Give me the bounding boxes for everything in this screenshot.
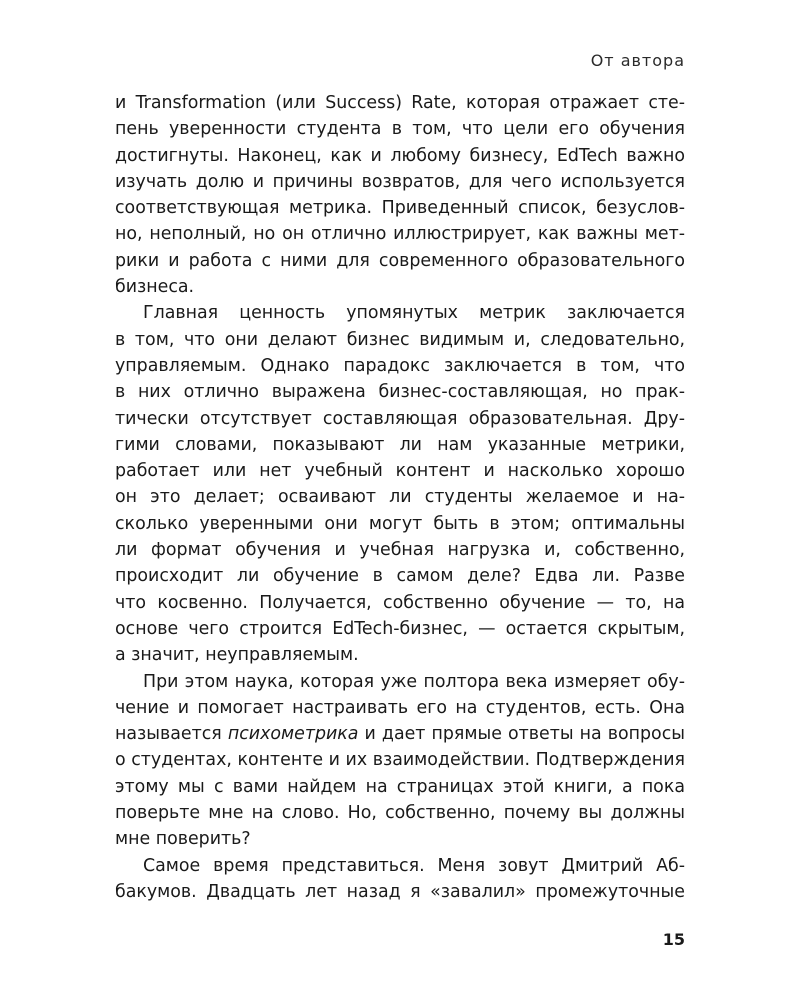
text-line: ли формат обучения и учебная нагрузка и, собственно, — [115, 540, 685, 561]
text-fragment: и дает прямые ответы на вопросы — [364, 724, 685, 745]
text-line: Главная ценность упомянутых метрик заключается — [143, 303, 685, 324]
text-line: соответствующая метрика. Приведенный список, безуслов- — [115, 198, 685, 219]
text-line: сколько уверенными они могут быть в этом; оптимальны — [115, 513, 685, 534]
emphasized-term: психометрика — [227, 724, 359, 745]
text-line: бакумов. Двадцать лет назад я «завалил» промежуточные — [115, 881, 685, 902]
text-line: но, неполный, но он отлично иллюстрирует, как важны мет- — [115, 224, 685, 245]
page-number: 15 — [662, 930, 685, 949]
text-line: бизнеса. — [115, 277, 195, 298]
text-fragment: называется — [115, 724, 222, 745]
text-line: в них отлично выражена бизнес-составляющая, но прак- — [115, 382, 685, 403]
text-line: пень уверенности студента в том, что цели его обучения — [115, 119, 685, 140]
text-line: а значит, неуправляемым. — [115, 645, 359, 666]
text-line: достигнуты. Наконец, как и любому бизнесу, EdTech важно — [115, 145, 685, 166]
text-line: тически отсутствует составляющая образовательная. Дру- — [115, 408, 685, 429]
text-line: управляемым. Однако парадокс заключается в том, что — [115, 355, 685, 376]
running-head: От автора — [590, 51, 685, 70]
text-line: При этом наука, которая уже полтора века измеряет обу- — [143, 671, 685, 692]
text-line: мне поверить? — [115, 829, 251, 850]
body-text — [115, 90, 685, 905]
text-line: чение и помогает настраивать его на студентов, есть. Она — [115, 697, 685, 718]
text-line: гими словами, показывают ли нам указанные метрики, — [115, 434, 685, 455]
text-line: и Transformation (или Success) Rate, которая отражает сте- — [115, 93, 685, 113]
text-line: в том, что они делают бизнес видимым и, следовательно, — [115, 329, 685, 350]
text-line: он это делает; осваивают ли студенты желаемое и на- — [115, 487, 685, 508]
text-line: что косвенно. Получается, собственно обучение — то, на — [115, 592, 685, 613]
text-line — [115, 721, 685, 747]
text-line: рики и работа с ними для современного образовательного — [115, 250, 685, 271]
text-line: этому мы с вами найдем на страницах этой книги, а пока — [115, 776, 685, 797]
text-line: Самое время представиться. Меня зовут Дмитрий Аб- — [143, 855, 685, 876]
text-line: основе чего строится EdTech-бизнес, — остается скрытым, — [115, 618, 685, 639]
text-line: происходит ли обучение в самом деле? Едва ли. Разве — [115, 566, 685, 587]
text-line: изучать долю и причины возвратов, для чего используется — [115, 171, 685, 192]
text-line: работает или нет учебный контент и насколько хорошо — [115, 461, 685, 482]
text-line: поверьте мне на слово. Но, собственно, почему вы должны — [115, 803, 685, 824]
text-line: о студентах, контенте и их взаимодействии. Подтверждения — [115, 750, 685, 771]
